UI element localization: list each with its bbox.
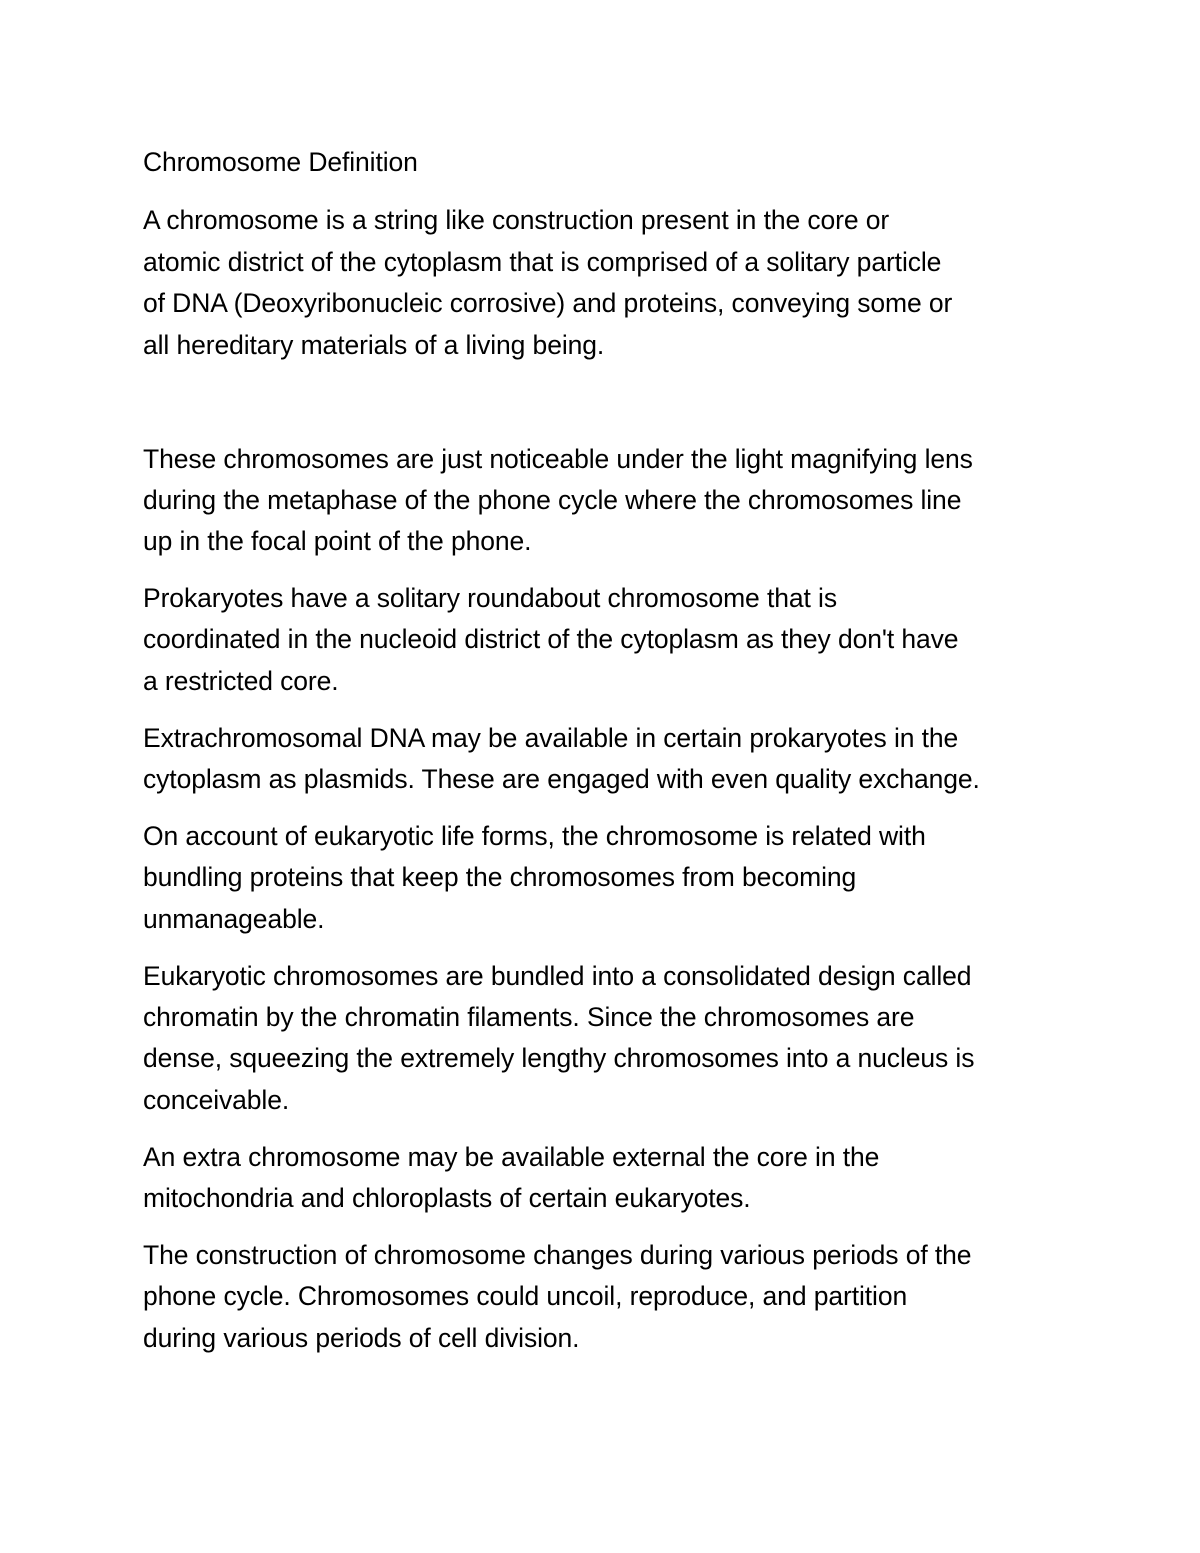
paragraph-3-line-1: Prokaryotes have a solitary roundabout chromosome that is — [143, 583, 837, 613]
paragraph-1-line-1: A chromosome is a string like construction present in the core or — [143, 205, 890, 235]
paragraph-3-line-3: a restricted core. — [143, 666, 339, 696]
paragraph-2-line-1: These chromosomes are just noticeable under the light magnifying lens — [143, 444, 973, 474]
paragraph-8-line-2: phone cycle. Chromosomes could uncoil, reproduce, and partition — [143, 1281, 908, 1311]
paragraph-5-line-3: unmanageable. — [143, 904, 325, 934]
paragraph-6-line-1: Eukaryotic chromosomes are bundled into a consolidated design called — [143, 961, 972, 991]
paragraph-5-line-1: On account of eukaryotic life forms, the chromosome is related with — [143, 821, 926, 851]
paragraph-1-line-2: atomic district of the cytoplasm that is comprised of a solitary particle — [143, 247, 942, 277]
paragraph-7-line-1: An extra chromosome may be available external the core in the — [143, 1142, 880, 1172]
paragraph-2-line-3: up in the focal point of the phone. — [143, 526, 532, 556]
paragraph-1-line-4: all hereditary materials of a living being. — [143, 330, 605, 360]
paragraph-8-line-3: during various periods of cell division. — [143, 1323, 580, 1353]
paragraph-6-line-4: conceivable. — [143, 1085, 290, 1115]
paragraph-6-line-2: chromatin by the chromatin filaments. Since the chromosomes are — [143, 1002, 915, 1032]
paragraph-3-line-2: coordinated in the nucleoid district of the cytoplasm as they don't have — [143, 624, 959, 654]
paragraph-4-line-2: cytoplasm as plasmids. These are engaged with even quality exchange. — [143, 764, 980, 794]
paragraph-8-line-1: The construction of chromosome changes during various periods of the — [143, 1240, 972, 1270]
paragraph-1-line-3: of DNA (Deoxyribonucleic corrosive) and proteins, conveying some or — [143, 288, 953, 318]
paragraph-7-line-2: mitochondria and chloroplasts of certain eukaryotes. — [143, 1183, 751, 1213]
document-title: Chromosome Definition — [143, 147, 418, 177]
paragraph-4-line-1: Extrachromosomal DNA may be available in certain prokaryotes in the — [143, 723, 959, 753]
paragraph-6-line-3: dense, squeezing the extremely lengthy chromosomes into a nucleus is — [143, 1043, 975, 1073]
paragraph-2-line-2: during the metaphase of the phone cycle where the chromosomes line — [143, 485, 962, 515]
paragraph-5-line-2: bundling proteins that keep the chromosomes from becoming — [143, 862, 857, 892]
